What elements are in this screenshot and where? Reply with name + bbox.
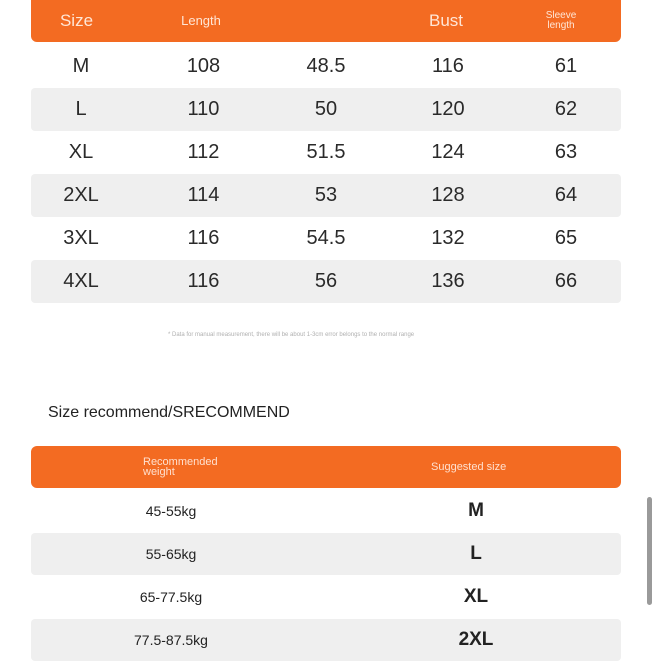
table-cell: 53 — [314, 184, 338, 206]
header-length: Length — [181, 13, 221, 28]
weight-range: 77.5-87.5kg — [134, 632, 208, 648]
table-cell: 54.5 — [306, 227, 346, 249]
table-cell: 51.5 — [306, 141, 346, 163]
recommend-row — [31, 533, 621, 575]
recommend-row — [31, 490, 621, 532]
table-cell: 136 — [431, 270, 465, 292]
table-cell: 124 — [431, 141, 465, 163]
table-cell: 48.5 — [306, 55, 346, 77]
header-sleeve-length: Sleeve length — [545, 10, 577, 31]
table-cell: 4XL — [63, 270, 99, 292]
header-blank — [296, 0, 356, 42]
scrollbar-thumb[interactable] — [647, 497, 652, 605]
table-row — [31, 260, 621, 303]
table-cell: 110 — [187, 98, 220, 120]
table-cell: 112 — [187, 141, 220, 163]
table-cell: 128 — [431, 184, 465, 206]
table-cell: 63 — [554, 141, 578, 163]
table-cell: 3XL — [63, 227, 99, 249]
table-row — [31, 217, 621, 260]
table-cell: M — [72, 55, 90, 77]
table-cell: 108 — [186, 55, 221, 77]
weight-range: 45-55kg — [145, 503, 197, 519]
table-cell: 114 — [187, 184, 220, 206]
table-row — [31, 174, 621, 217]
table-cell: XL — [68, 141, 94, 163]
table-cell: 65 — [554, 227, 578, 249]
table-cell: 56 — [314, 270, 338, 292]
header-suggested-size: Suggested size — [431, 461, 507, 473]
table-cell: 116 — [187, 270, 220, 292]
recommend-row — [31, 576, 621, 618]
suggested-size: XL — [463, 586, 489, 607]
table-cell: 61 — [554, 55, 578, 77]
recommend-title: Size recommend/SRECOMMEND — [48, 404, 290, 421]
table-row — [31, 88, 621, 131]
recommend-header — [31, 446, 621, 488]
table-cell: 116 — [432, 55, 464, 77]
table-cell: 64 — [554, 184, 578, 206]
suggested-size: M — [468, 500, 484, 521]
weight-range: 55-65kg — [145, 546, 197, 562]
table-cell: 132 — [431, 227, 465, 249]
suggested-size: L — [470, 543, 482, 564]
table-row — [31, 45, 621, 88]
header-bust: Bust — [428, 11, 464, 30]
weight-range: 65-77.5kg — [139, 589, 203, 605]
size-chart-header — [31, 0, 621, 42]
table-cell: 62 — [554, 98, 578, 120]
measurement-footnote: * Data for manual measurement, there will be about 1-3cm error belongs to the normal range — [168, 332, 415, 338]
table-cell: L — [75, 98, 87, 120]
header-size: Size — [59, 11, 94, 30]
table-cell: 116 — [187, 227, 220, 249]
table-cell: 2XL — [63, 184, 99, 206]
table-cell: 120 — [431, 98, 465, 120]
table-cell: 50 — [314, 98, 338, 120]
table-cell: 66 — [554, 270, 578, 292]
table-row — [31, 131, 621, 174]
suggested-size: 2XL — [458, 629, 494, 650]
header-recommended-weight: Recommended weight — [143, 456, 218, 478]
